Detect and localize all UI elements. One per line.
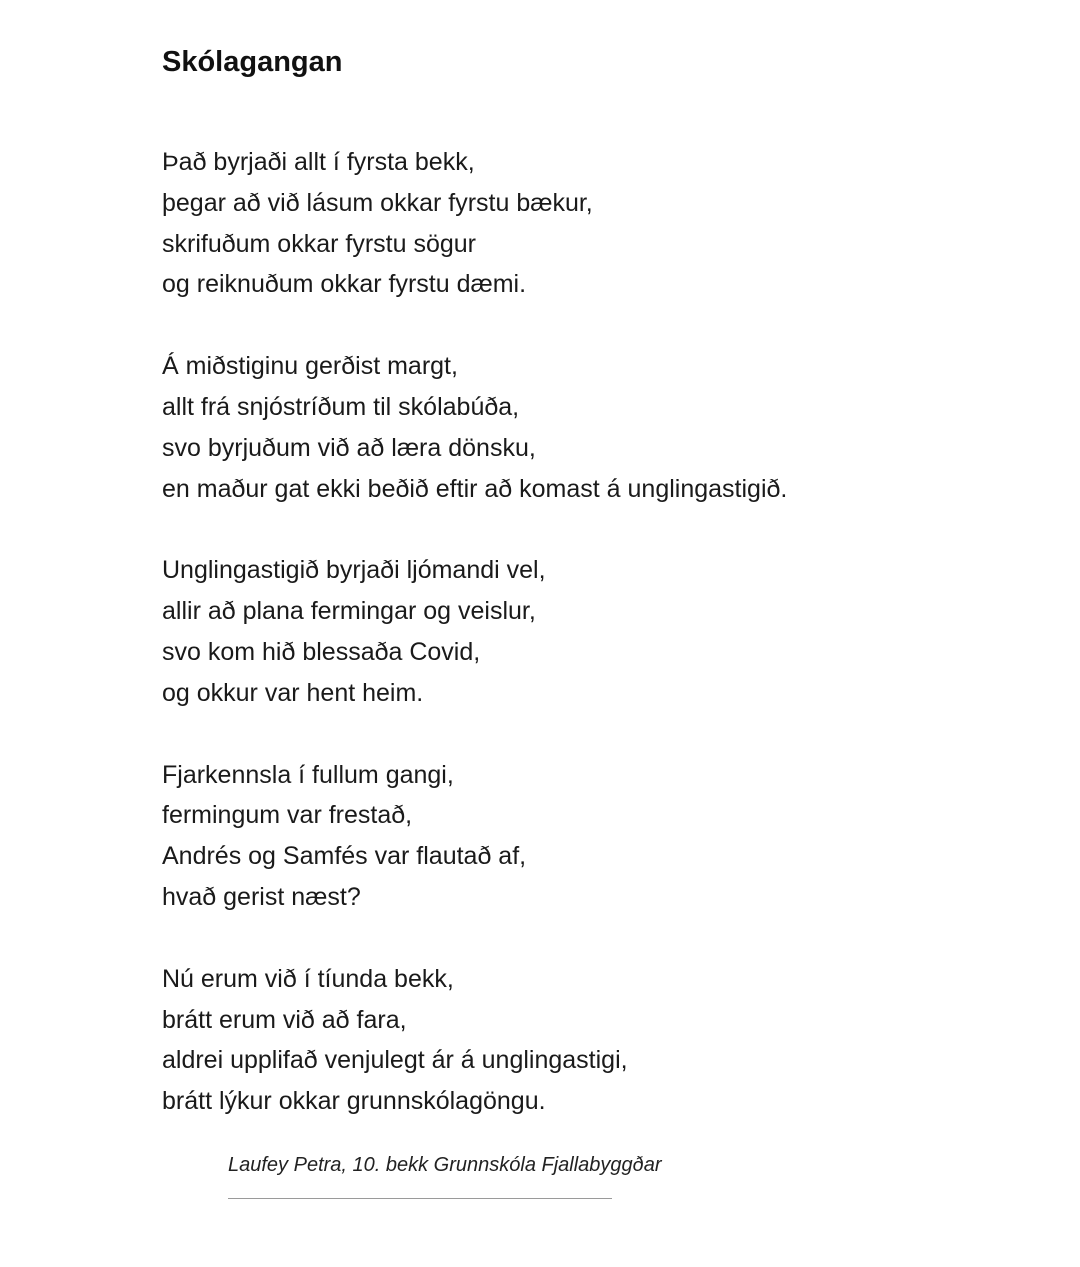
poem-line: Það byrjaði allt í fyrsta bekk, [162, 148, 475, 176]
poem-line: allt frá snjóstríðum til skólabúða, [162, 392, 520, 421]
poem-line: fermingum var frestað, [162, 801, 413, 830]
poem-page [162, 42, 1042, 1163]
signature-divider [228, 1198, 612, 1199]
stanza-2 [162, 346, 1042, 509]
poem-line: brátt erum við að fara, [162, 1005, 407, 1034]
poem-line: Andrés og Samfés var flautað af, [162, 842, 527, 871]
stanza-4 [162, 755, 1042, 918]
poem-line: hvað gerist næst? [162, 882, 361, 911]
author-signature-block [228, 1148, 662, 1199]
poem-line: brátt lýkur okkar grunnskólagöngu. [162, 1087, 546, 1116]
poem-line: aldrei upplifað venjulegt ár á unglingastigi, [162, 1046, 628, 1075]
poem-line: og okkur var hent heim. [162, 678, 424, 707]
poem-body [162, 142, 1042, 1122]
poem-line: Unglingastigið byrjaði ljómandi vel, [162, 556, 546, 585]
stanza-1 [162, 142, 1042, 305]
poem-line: Á miðstiginu gerðist margt, [162, 352, 458, 381]
poem-line: Nú erum við í tíunda bekk, [162, 964, 454, 993]
poem-line: en maður gat ekki beðið eftir að komast á unglingastigið. [162, 474, 788, 503]
poem-line: og reiknuðum okkar fyrstu dæmi. [162, 270, 527, 299]
poem-line: skrifuðum okkar fyrstu sögur [162, 229, 476, 258]
poem-line: Fjarkennsla í fullum gangi, [162, 760, 454, 789]
author-credit: Laufey Petra, 10. bekk Grunnskóla Fjallabyggðar [228, 1154, 662, 1176]
stanza-5 [162, 959, 1042, 1122]
poem-line: þegar að við lásum okkar fyrstu bækur, [162, 188, 593, 217]
poem-line: allir að plana fermingar og veislur, [162, 597, 536, 626]
poem-line: svo byrjuðum við að læra dönsku, [162, 433, 536, 462]
poem-line: svo kom hið blessaða Covid, [162, 637, 481, 666]
stanza-3 [162, 550, 1042, 713]
poem-title: Skólagangan [162, 46, 343, 78]
